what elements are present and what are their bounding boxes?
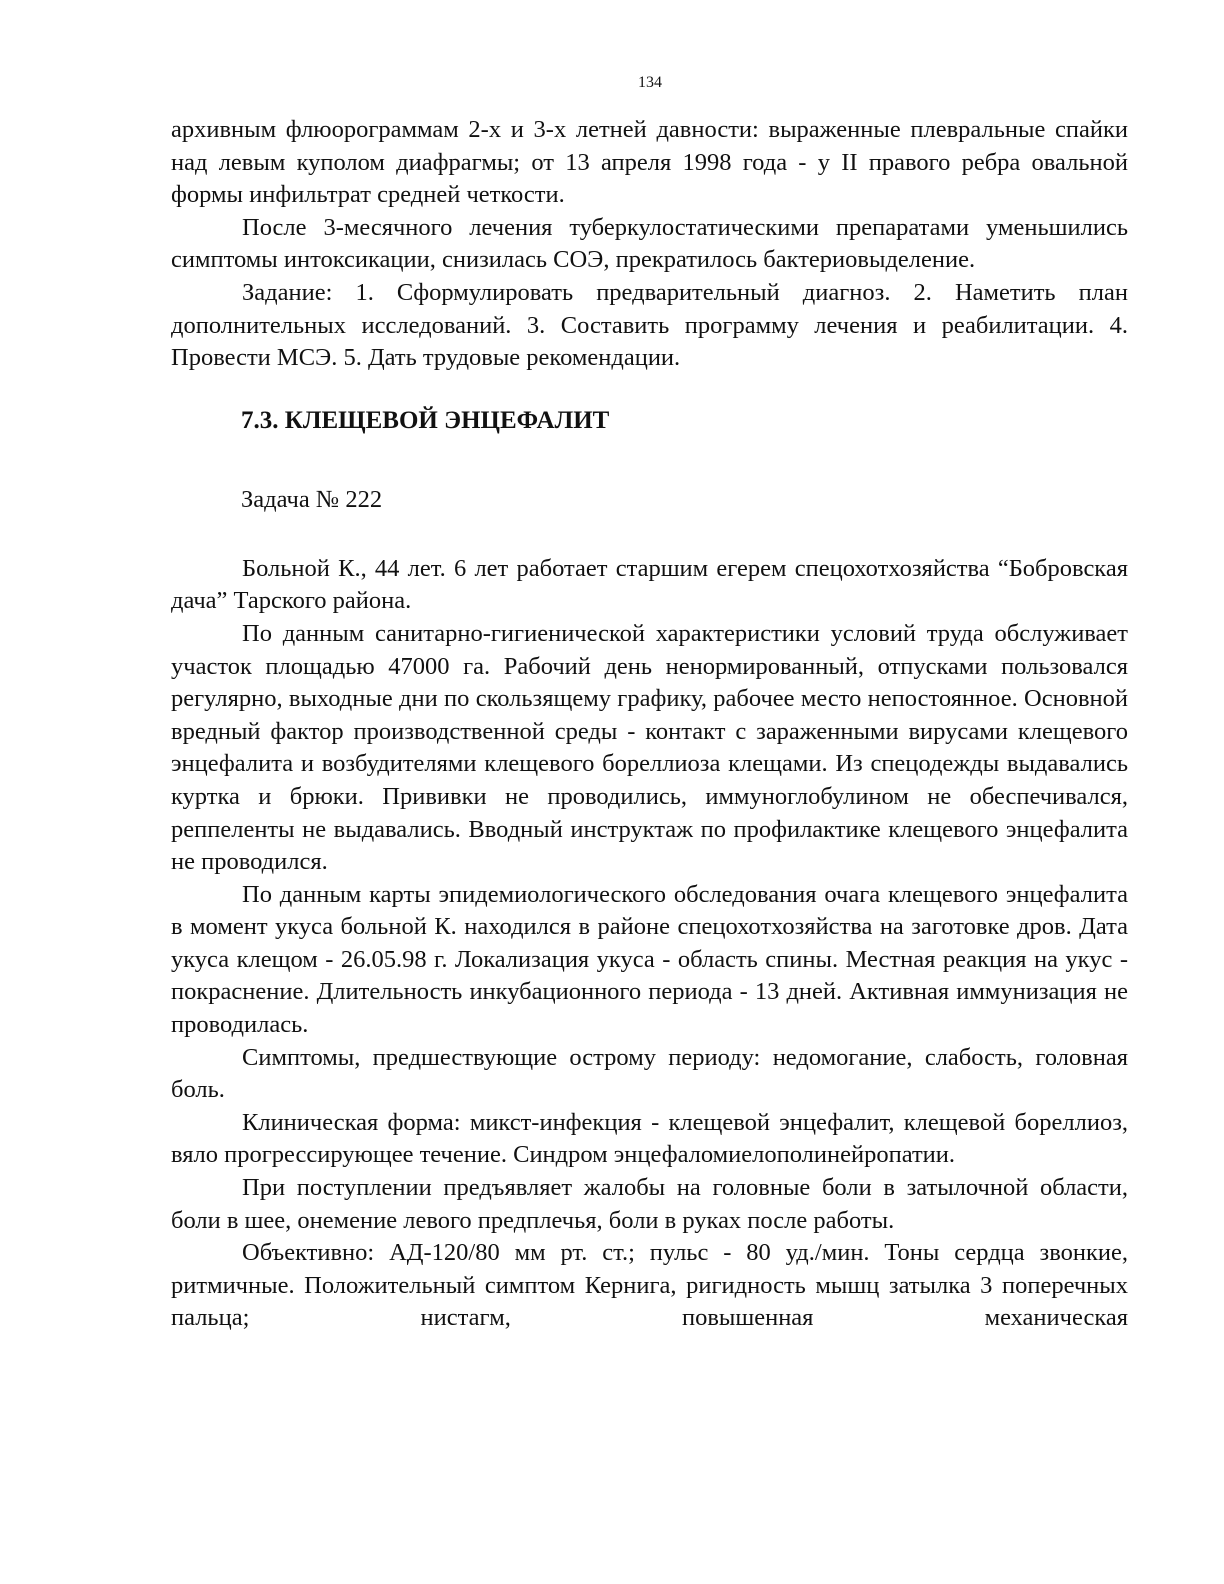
paragraph-case-4: Симптомы, предшествующие острому периоду: недомогание, слабость, головная боль. xyxy=(171,1043,1128,1104)
paragraph-case-6: При поступлении предъявляет жалобы на головные боли в затылочной области, боли в шее, онемение левого предплечья, боли в руках после работы. xyxy=(171,1174,1128,1234)
task-number: Задача № 222 xyxy=(241,485,383,513)
paragraph-case-3: По данным карты эпидемиологического обследования очага клещевого энцефалита в момент укуса больной К. находился в районе спецохотхозяйства на заготовке дров. Дата укуса клещом - 26.05.98 г. Локализация укуса - область спины. Местная реакция на укус - покраснение. Длительность инкубационного периода - 13 дней. Активная иммунизация не проводилась. xyxy=(171,880,1128,1039)
paragraph-case-7: Объективно: АД-120/80 мм рт. ст.; пульс - 80 уд./мин. Тоны сердца звонкие, ритмичные. Положительный симптом Кернига, ригидность мышц затылка 3 поперечных пальца; нистагм, повышенная механическая xyxy=(171,1239,1128,1332)
paragraph-case-5: Клиническая форма: микст-инфекция - клещевой энцефалит, клещевой бореллиоз, вяло прогрессирующее течение. Синдром энцефаломиелополинейропатии. xyxy=(171,1108,1128,1169)
paragraph-case-1: Больной К., 44 лет. 6 лет работает старшим егерем спецохотхозяйства “Бобровская дача” Тарского района. xyxy=(171,554,1128,615)
document-body xyxy=(171,114,1128,1335)
paragraph-intro-1: архивным флюорограммам 2-х и 3-х летней давности: выраженные плевральные спайки над левым куполом диафрагмы; от 13 апреля 1998 года - у II правого ребра овальной формы инфильтрат средней четкости. xyxy=(171,116,1128,209)
section-title: 7.3. КЛЕЩЕВОЙ ЭНЦЕФАЛИТ xyxy=(241,406,610,434)
page-number: 134 xyxy=(638,74,662,91)
paragraph-intro-2: После 3-месячного лечения туберкулостатическими препаратами уменьшились симптомы интоксикации, снизилась СОЭ, прекратилось бактериовыделение. xyxy=(171,213,1128,274)
paragraph-case-2: По данным санитарно-гигиенической характеристики условий труда обслуживает участок площадью 47000 га. Рабочий день ненормированный, отпусками пользовался регулярно, выходные дни по скользящему графику, рабочее место непостоянное. Основной вредный фактор производственной среды - контакт с зараженными вирусами клещевого энцефалита и возбудителями клещевого бореллиоза клещами. Из спецодежды выдавались куртка и брюки. Прививки не проводились, иммуноглобулином не обеспечивался, реппеленты не выдавались. Вводный инструктаж по профилактике клещевого энцефалита не проводился. xyxy=(171,619,1128,876)
paragraph-assignment: Задание: 1. Сформулировать предварительный диагноз. 2. Наметить план дополнительных исследований. 3. Составить программу лечения и реабилитации. 4. Провести МСЭ. 5. Дать трудовые рекомендации. xyxy=(171,278,1128,372)
